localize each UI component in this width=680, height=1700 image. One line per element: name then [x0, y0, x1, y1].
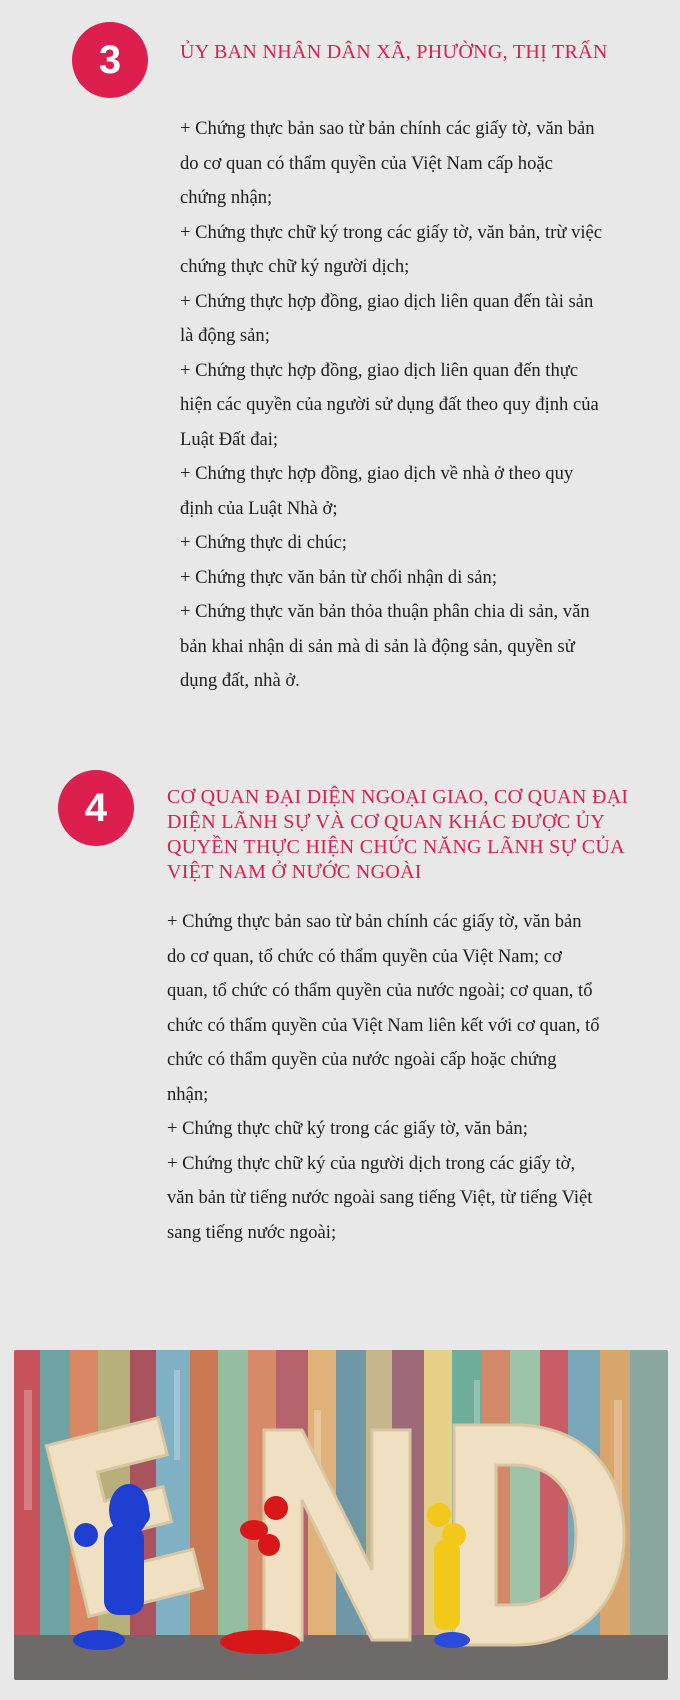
section-3-line: + Chứng thực văn bản từ chối nhận di sản; — [180, 566, 497, 588]
section-3-line: do cơ quan có thẩm quyền của Việt Nam cấp hoặc — [180, 152, 553, 174]
section-3-line: định của Luật Nhà ở; — [180, 497, 338, 519]
section-4-line: + Chứng thực chữ ký của người dịch trong các giấy tờ, — [167, 1152, 576, 1174]
section-4-line: văn bản từ tiếng nước ngoài sang tiếng Việt, từ tiếng Việt — [167, 1187, 593, 1208]
section-3-line: hiện các quyền của người sử dụng đất theo quy định của — [180, 394, 599, 415]
section-3-badge — [72, 22, 148, 98]
section-4-heading — [167, 785, 628, 885]
section-4-line: nhận; — [167, 1083, 209, 1105]
section-3-line: + Chứng thực chữ ký trong các giấy tờ, văn bản, trừ việc — [180, 221, 603, 243]
section-4-heading-line: VIỆT NAM Ở NƯỚC NGOÀI — [167, 861, 422, 883]
section-4-number: 4 — [84, 785, 108, 830]
section-3-body — [180, 112, 602, 699]
section-3-heading — [180, 40, 608, 65]
section-4-line: chức có thẩm quyền của nước ngoài cấp hoặc chứng — [167, 1049, 557, 1070]
section-3-line: + Chứng thực hợp đồng, giao dịch liên quan đến thực — [180, 359, 579, 381]
section-4-body — [167, 905, 600, 1250]
section-4-line: + Chứng thực chữ ký trong các giấy tờ, văn bản; — [167, 1118, 528, 1139]
section-4-line: + Chứng thực bản sao từ bản chính các giấy tờ, văn bản — [167, 911, 582, 932]
section-3-line: là động sản; — [180, 325, 270, 346]
section-3-line: + Chứng thực bản sao từ bản chính các giấy tờ, văn bản — [180, 118, 595, 139]
section-3-line: + Chứng thực hợp đồng, giao dịch về nhà ở theo quy — [180, 463, 574, 484]
section-3-line: Luật Đất đai; — [180, 428, 279, 450]
section-3-line: chứng nhận; — [180, 187, 273, 208]
section-4-heading-line: CƠ QUAN ĐẠI DIỆN NGOẠI GIAO, CƠ QUAN ĐẠI — [167, 786, 629, 808]
section-4-line: do cơ quan, tổ chức có thẩm quyền của Việt Nam; cơ — [167, 945, 562, 967]
section-4-heading-line: QUYỀN THỰC HIỆN CHỨC NĂNG LÃNH SỰ CỦA — [167, 836, 625, 858]
section-3-line: dụng đất, nhà ở. — [180, 670, 300, 691]
section-4-line: quan, tổ chức có thẩm quyền của nước ngoài; cơ quan, tổ — [167, 980, 593, 1001]
end-illustration — [14, 1350, 668, 1680]
section-4-line: sang tiếng nước ngoài; — [167, 1221, 337, 1243]
section-4-heading-line: DIỆN LÃNH SỰ VÀ CƠ QUAN KHÁC ĐƯỢC ỦY — [167, 811, 606, 833]
section-3-line: bản khai nhận di sản mà di sản là động sản, quyền sử — [180, 635, 575, 657]
section-3-heading-text: ỦY BAN NHÂN DÂN XÃ, PHƯỜNG, THỊ TRẤN — [180, 41, 608, 63]
end-photo — [14, 1350, 668, 1680]
section-3-number: 3 — [98, 37, 122, 82]
section-3-line: + Chứng thực hợp đồng, giao dịch liên quan đến tài sản — [180, 290, 594, 312]
section-4-badge — [58, 770, 134, 846]
section-3-line: + Chứng thực di chúc; — [180, 532, 347, 553]
section-3-line: + Chứng thực văn bản thỏa thuận phân chia di sản, văn — [180, 601, 590, 622]
section-3-line: chứng thực chữ ký người dịch; — [180, 256, 410, 277]
section-4-line: chức có thẩm quyền của Việt Nam liên kết với cơ quan, tổ — [167, 1014, 600, 1036]
